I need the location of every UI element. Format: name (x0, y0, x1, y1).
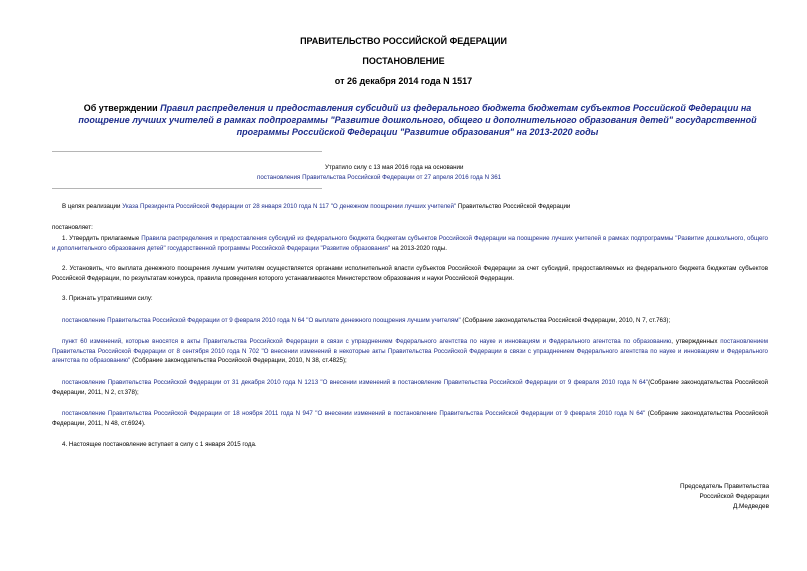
repealed-c-link[interactable]: постановление Правительства Российской Федерации от 31 декабря 2010 года N 1213 "О внесении изменений в постановление Правительства Российской Федерации от 9 февраля 2010 года N 64" (62, 379, 649, 386)
repealed-a-source: (Собрание законодательства Российской Федерации, 2010, N 7, ст.763); (460, 317, 671, 324)
divider-top (52, 151, 322, 152)
resolves-text: постановляет: (52, 224, 93, 231)
item-1-text: 1. Утвердить прилагаемые (62, 235, 142, 242)
signature-position: Председатель Правительства (680, 483, 769, 490)
status-line: Утратило силу с 13 мая 2016 года на основании (325, 164, 464, 171)
repealed-d-source: (Собрание законодательства Российской Федерации, 2011, N 48, ст.6924). (52, 410, 768, 427)
preamble-text: В целях реализации (62, 203, 123, 210)
repealed-b (52, 337, 768, 366)
repealed-b-link-item[interactable]: пункт 60 изменений, которые вносятся в акты Правительства Российской Федерации в связи с упразднением Федерального агентства по науке и инновациям и Федерального агентства по образованию (62, 338, 672, 345)
document-title (60, 102, 775, 138)
repealed-d (52, 409, 768, 428)
repealed-a-link[interactable]: постановление Правительства Российской Федерации от 9 февраля 2010 года N 64 "О выплате денежного поощрения лучшим учителям" (62, 317, 461, 324)
signature-country: Российской Федерации (699, 493, 769, 500)
repealed-b-link-resolution[interactable]: постановлением Правительства Российской Федерации от 8 сентября 2010 года N 702 "О внесении изменений в некоторые акты Правительства Российской Федерации в связи с упразднением Федерального агентства по науке и инновациям и Федерального агентства по образованию" (52, 338, 768, 364)
document-date-number: от 26 декабря 2014 года N 1517 (334, 76, 473, 86)
repealed-b-mid: , утвержденных (671, 338, 721, 345)
item-2: 2. Установить, что выплата денежного поощрения лучшим учителям осуществляется органами исполнительной власти субъектов Российской Федерации за счет субсидий, предоставляемых из федерального бюджета бюджетам субъектов Российской Федерации, по результатам конкурса, правила проведения которого устанавливаются Министерством образования и науки Российской Федерации. (52, 265, 768, 282)
status-repeal-link[interactable]: постановления Правительства Российской Федерации от 27 апреля 2016 года N 361 (257, 174, 502, 181)
title-rules-link[interactable]: Правил распределения и предоставления субсидий из федерального бюджета бюджетам субъектов Российской Федерации на поощрение лучших учителей в рамках подпрограммы "Развитие дошкольного, общего и дополнительного образования детей" государственной программы Российской Федерации "Развитие образования" на 2013-2020 годы (78, 103, 757, 137)
preamble-text-end: Правительство Российской Федерации (456, 203, 571, 210)
title-prefix: Об утверждении (83, 103, 161, 113)
repealed-c-source: (Собрание законодательства Российской Федерации, 2011, N 2, ст.378); (52, 379, 769, 396)
presidential-decree-link[interactable]: Указа Президента Российской Федерации от 28 января 2010 года N 117 "О денежном поощрении лучших учителей" (122, 203, 457, 210)
divider-bottom (52, 188, 322, 189)
repealed-c (52, 378, 768, 397)
item-1-text-end: на 2013-2020 годы. (390, 244, 447, 252)
repealed-d-link[interactable]: постановление Правительства Российской Федерации от 18 ноября 2011 года N 947 "О внесении изменений в постановление Правительства Российской Федерации от 9 февраля 2010 года N 64" (62, 410, 646, 417)
repealed-b-source: (Собрание законодательства Российской Федерации, 2010, N 38, ст.4825); (130, 357, 347, 364)
item-4: 4. Настоящее постановление вступает в силу с 1 января 2015 года. (62, 441, 257, 448)
document-type: ПОСТАНОВЛЕНИЕ (362, 56, 445, 66)
repealed-a (52, 316, 768, 326)
government-heading: ПРАВИТЕЛЬСТВО РОССИЙСКОЙ ФЕДЕРАЦИИ (300, 36, 507, 46)
preamble (52, 202, 768, 212)
item-3: 3. Признать утратившими силу: (62, 295, 153, 302)
approved-rules-link[interactable]: Правила распределения и предоставления субсидий из федерального бюджета бюджетам субъектов Российской Федерации на поощрение лучших учителей в рамках подпрограммы "Развитие дошкольного, общего и дополнительного образования детей" государственной программы Российской Федерации "Развитие образования" (52, 235, 768, 252)
item-1 (52, 234, 768, 253)
signature-name: Д.Медведев (732, 503, 769, 510)
